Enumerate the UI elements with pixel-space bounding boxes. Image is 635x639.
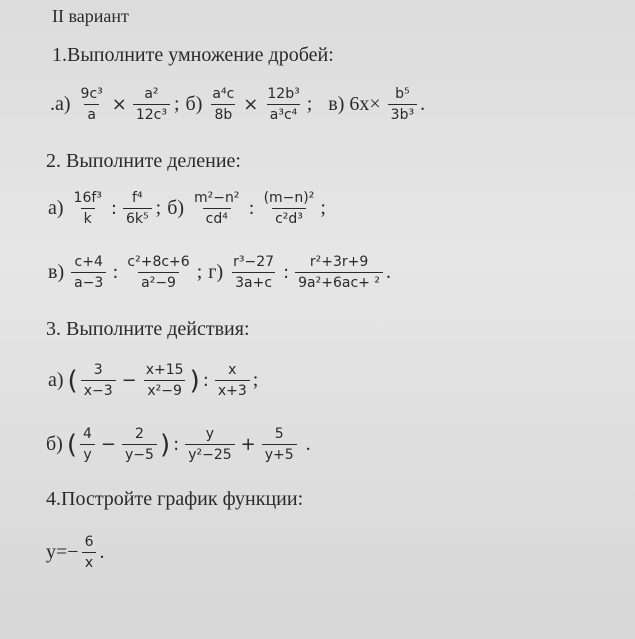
task4-function: y=− $\frac{6}{x}$ . [46, 534, 105, 571]
task3-row2: б) ( $\frac{4}{y}$ − $\frac{2}{y-5}$ ) : $\frac{y}{\text{y²−25}}$ + $\frac{5}{y+5}$ . [46, 426, 311, 463]
fraction: $\frac{\text{(m−n)²}}{\text{c²d³}}$ [263, 190, 315, 227]
fraction: $\frac{3}{x-3}$ [81, 362, 116, 399]
function-left-side: y=− [46, 541, 79, 563]
fraction: $\frac{\text{m²−n²}}{\text{cd⁴}}$ [194, 190, 240, 227]
task1-title: 1.Выполните умножение дробей: [52, 44, 334, 66]
fraction: $\frac{2}{y-5}$ [122, 426, 157, 463]
task1-b-label: б) [185, 93, 203, 115]
task2-d-label: г) [208, 261, 224, 283]
fraction: $\frac{5}{y+5}$ [262, 426, 297, 463]
fraction: $\frac{\text{b⁵}}{\text{3b³}}$ [388, 86, 417, 123]
multiply-sign: × [243, 94, 259, 115]
fraction: $\frac{\text{c²+8c+6}}{\text{a²−9}}$ [127, 254, 190, 291]
fraction: $\frac{x+15}{\text{x²−9}}$ [145, 362, 184, 399]
task4-title: 4.Постройте график функции: [46, 488, 304, 510]
fraction: $\frac{\text{r³−27}}{3a+c}$ [233, 254, 275, 291]
fraction: $\frac{\text{16f³}}{k}$ [73, 190, 102, 227]
fraction: $\frac{\text{9c³}}{a}$ [80, 86, 103, 123]
fraction: $\frac{\text{a²}}{\text{12c³}}$ [133, 86, 170, 123]
task2-a-label: а) [48, 197, 64, 219]
task2-row2: в) $\frac{c+4}{a-3}$ : $\frac{\text{c²+8c+6}}{\text{a²−9}}$ ; г) $\frac{\text{r³−27}}{3a+c}$ : $\frac{\text{r²+3r+9}}{\text{9a²+6ac+ ²}}$ . [48, 254, 391, 291]
fraction: $\frac{\text{f⁴}}{\text{6k⁵}}$ [123, 190, 152, 227]
task3-b-label: б) [46, 433, 63, 455]
fraction: $\frac{\text{12b³}}{\text{a³c⁴}}$ [267, 86, 300, 123]
multiply-sign: × [111, 94, 127, 115]
task3-a-label: а) [48, 369, 64, 391]
task2-c-label: в) [48, 261, 65, 283]
task3-title: 3. Выполните действия: [46, 318, 250, 340]
task2-title: 2. Выполните деление: [46, 150, 241, 172]
task2-b-label: б) [167, 197, 185, 219]
fraction: $\frac{c+4}{a-3}$ [71, 254, 106, 291]
fraction: $\frac{4}{y}$ [80, 426, 95, 463]
task3-row1: а) ( $\frac{3}{x-3}$ − $\frac{x+15}{\text{x²−9}}$ ) : $\frac{x}{x+3}$ ; [48, 362, 259, 399]
fraction: $\frac{\text{a⁴c}}{8b}$ [212, 86, 235, 123]
task1-c-label: в) 6х× [328, 93, 381, 115]
task1-a-label: .а) [50, 93, 71, 115]
fraction: $\frac{x}{x+3}$ [215, 362, 250, 399]
variant-heading: II вариант [52, 6, 129, 26]
fraction: $\frac{y}{\text{y²−25}}$ [185, 426, 234, 463]
fraction: $\frac{6}{x}$ [82, 534, 97, 571]
fraction: $\frac{\text{r²+3r+9}}{\text{9a²+6ac+ ²}}$ [295, 254, 383, 291]
task1-expressions: .а) $\frac{\text{9c³}}{a}$ × $\frac{\text{a²}}{\text{12c³}}$ ; б) $\frac{\text{a⁴c}}{8b}$ × $\frac{\text{12b³}}{\text{a³c⁴}}$ ; в) 6х× $\frac{\text{b⁵}}{\text{3b³}}$ . [50, 86, 426, 123]
task2-row1: а) $\frac{\text{16f³}}{k}$ : $\frac{\text{f⁴}}{\text{6k⁵}}$ ; б) $\frac{\text{m²−n²}}{\text{cd⁴}}$ : $\frac{\text{(m−n)²}}{\text{c²d³}}$ ; [48, 190, 326, 227]
